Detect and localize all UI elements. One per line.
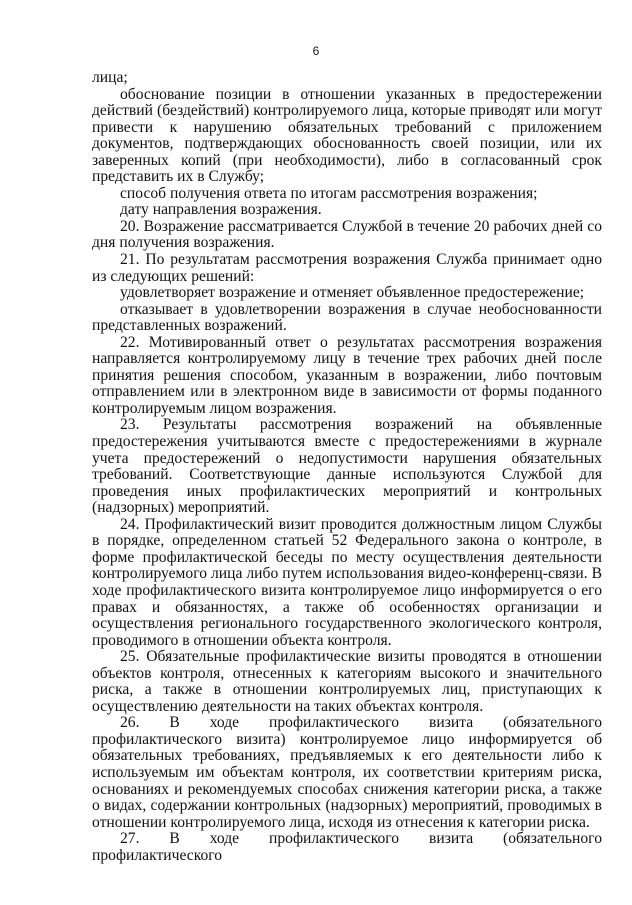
paragraph: 22. Мотивированный ответ о результатах рассмотрения возражения направляется контролируемому лицу в течение трех рабочих дней после принятия решения способом, указанным в возражении, либо почтовым отправлением или в электронном виде в зависимости от формы поданного контролируемым лицом возражения. xyxy=(92,333,602,417)
paragraph: 20. Возражение рассматривается Службой в течение 20 рабочих дней со дня получения возражения. xyxy=(92,217,602,252)
paragraph: 23. Результаты рассмотрения возражений на объявленные предостережения учитываются вместе с предостережениями в журнале учета предостережений о недопустимости нарушения обязательных требований. Соответствующие данные используются Службой для проведения иных профилактических мероприятий и контрольных (надзорных) мероприятий. xyxy=(92,416,602,517)
document-body xyxy=(92,70,602,864)
paragraph: обоснование позиции в отношении указанных в предостережении действий (бездействий) контролируемого лица, которые приводят или могут привести к нарушению обязательных требований с приложением документов, подтверждающих обоснованность своей позиции, или их заверенных копий (при необходимости), либо в согласованный срок представить их в Службу; xyxy=(92,85,602,186)
paragraph: отказывает в удовлетворении возражения в случае необоснованности представленных возражений. xyxy=(92,300,602,335)
paragraph: 27. В ходе профилактического визита (обязательного профилактического xyxy=(92,830,602,864)
page-number: 6 xyxy=(312,44,320,58)
paragraph: удовлетворяет возражение и отменяет объявленное предостережение; xyxy=(120,284,585,302)
paragraph: лица; xyxy=(92,69,128,86)
paragraph: 25. Обязательные профилактические визиты проводятся в отношении объектов контроля, отнесенных к категориям высокого и значительного риска, а также в отношении контролируемых лиц, приступающих к осуществлению деятельности на таких объектах контроля. xyxy=(92,648,602,715)
paragraph: 26. В ходе профилактического визита (обязательного профилактического визита) контролируемое лицо информируется об обязательных требованиях, предъявляемых к его деятельности либо к используемым им объектам контроля, их соответствии критериям риска, основаниях и рекомендуемых способах снижения категории риска, а также о видах, содержании контрольных (надзорных) мероприятий, проводимых в отношении контролируемого лица, исходя из отнесения к категории риска. xyxy=(92,714,602,831)
paragraph: 21. По результатам рассмотрения возражения Служба принимает одно из следующих решений: xyxy=(92,251,602,285)
paragraph: 24. Профилактический визит проводится должностным лицом Службы в порядке, определенном статьей 52 Федерального закона о контроле, в форме профилактической беседы по месту осуществления деятельности контролируемого лица либо путем использования видео-конференц-связи. В ходе профилактического визита контролируемое лицо информируется о его правах и обязанностях, а также об особенностях организации и осуществления регионального государственного экологического контроля, проводимого в отношении объекта контроля. xyxy=(92,515,602,649)
paragraph: дату направления возражения. xyxy=(120,201,322,219)
paragraph: способ получения ответа по итогам рассмотрения возражения; xyxy=(120,184,538,202)
